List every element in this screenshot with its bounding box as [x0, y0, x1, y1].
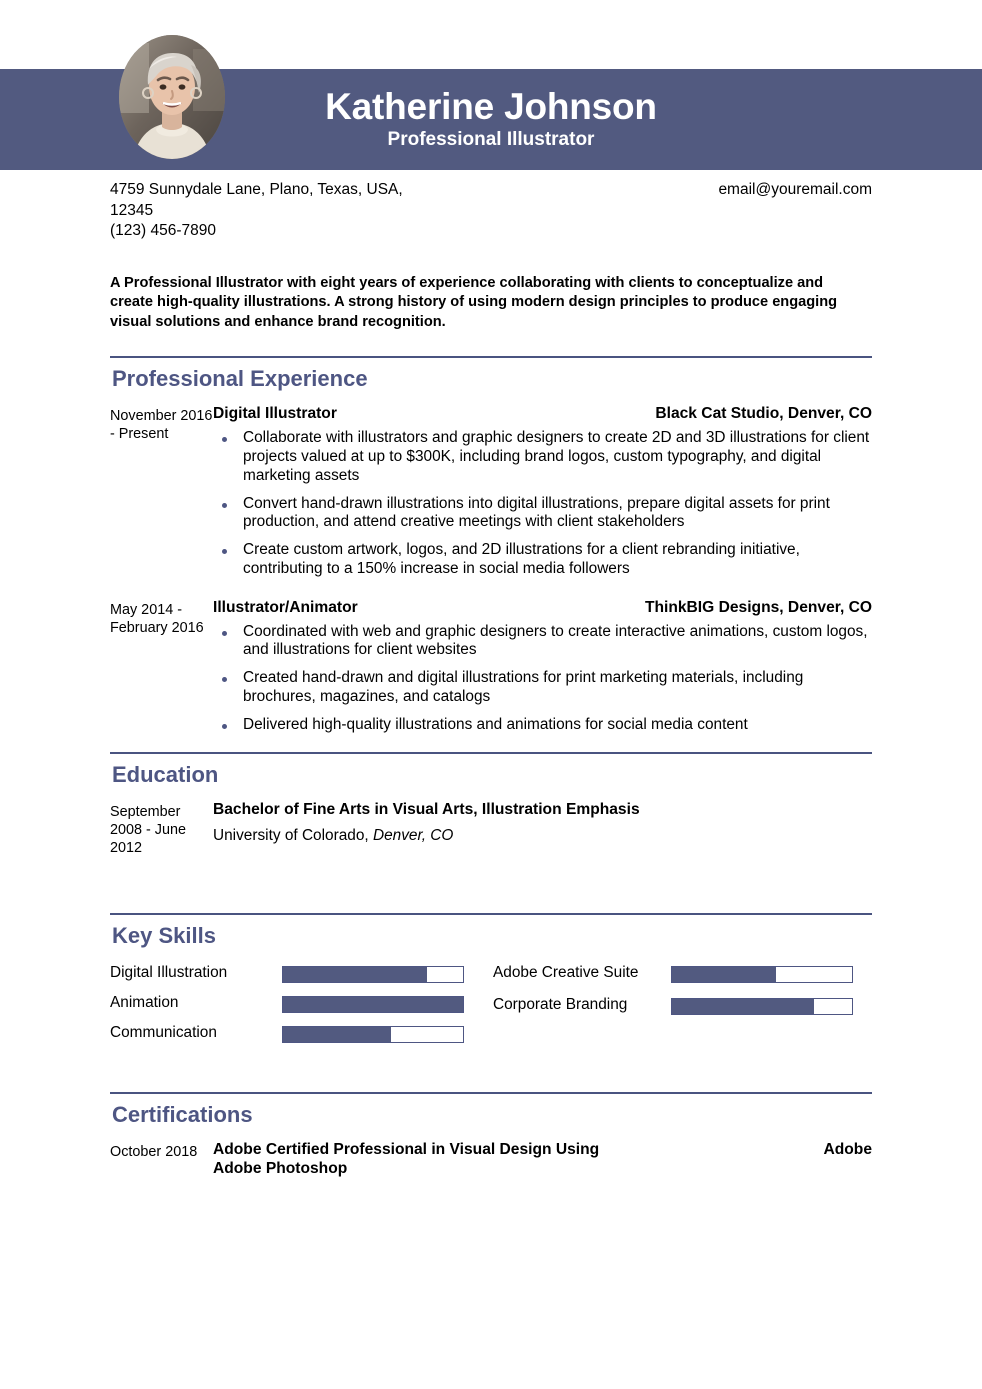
- header-job-title: Professional Illustrator: [387, 128, 595, 150]
- skill-label: Digital Illustration: [110, 964, 228, 982]
- experience-entry: [110, 405, 872, 578]
- skills-grid: [110, 964, 872, 1054]
- section-skills: [110, 913, 872, 1054]
- degree-title: Bachelor of Fine Arts in Visual Arts, Illustration Emphasis: [213, 801, 640, 819]
- skill-meter: [671, 998, 853, 1015]
- skill-meter-fill: [283, 1027, 391, 1042]
- certification-name: Adobe Certified Professional in Visual Design Using Adobe Photoshop: [213, 1141, 600, 1177]
- entry-date: October 2018: [110, 1144, 198, 1161]
- skill-meter: [282, 996, 464, 1013]
- list-item: Delivered high-quality illustrations and animations for social media content: [213, 716, 872, 735]
- section-title-education: Education: [112, 762, 219, 787]
- contact-email[interactable]: email@youremail.com: [718, 181, 872, 198]
- list-item: Create custom artwork, logos, and 2D illustrations for a client rebranding initiative, contributing to a 150% increase in social media followers: [213, 541, 872, 579]
- section-education: [110, 752, 872, 858]
- skill-label: Corporate Branding: [493, 996, 628, 1014]
- entry-heading: [213, 405, 872, 423]
- section-experience: [110, 356, 872, 735]
- school-name: University of Colorado,: [213, 826, 369, 844]
- skill-label: Animation: [110, 994, 179, 1012]
- section-divider: [110, 913, 872, 915]
- skill-meter: [282, 966, 464, 983]
- experience-entry: [110, 599, 872, 735]
- section-divider: [110, 752, 872, 754]
- entry-body: [213, 1141, 872, 1178]
- certification-issuer: Adobe: [823, 1141, 872, 1159]
- entry-date: May 2014 - February 2016: [110, 601, 204, 636]
- page-title: Katherine Johnson: [325, 86, 657, 128]
- skills-left-column: [110, 964, 491, 1054]
- entry-body: [213, 801, 872, 845]
- list-item: Created hand-drawn and digital illustrations for print marketing materials, including brochures, magazines, and catalogs: [213, 669, 872, 707]
- section-title-certifications: Certifications: [112, 1102, 253, 1127]
- certification-entry: [110, 1141, 872, 1178]
- entry-organization: ThinkBIG Designs, Denver, CO: [644, 598, 872, 616]
- entry-heading: [213, 599, 872, 617]
- section-divider: [110, 1092, 872, 1094]
- list-item: Collaborate with illustrators and graphic designers to create 2D and 3D illustrations for client projects valued at up to $300K, including brand logos, custom typography, and digital marketing assets: [213, 429, 872, 485]
- contact-phone: (123) 456-7890: [110, 222, 216, 240]
- skill-meter-fill: [672, 999, 814, 1014]
- school-location: Denver, CO: [368, 826, 454, 844]
- entry-organization: Black Cat Studio, Denver, CO: [655, 405, 872, 423]
- skill-row: [493, 964, 872, 983]
- avatar: [119, 35, 225, 159]
- entry-role: Illustrator/Animator: [213, 598, 358, 616]
- skill-row: [110, 1024, 491, 1043]
- certification-heading: [213, 1141, 872, 1178]
- section-title-experience: Professional Experience: [112, 366, 368, 391]
- skill-row: [493, 996, 872, 1015]
- skill-label: Communication: [110, 1024, 217, 1042]
- skill-meter-fill: [672, 967, 776, 982]
- entry-role: Digital Illustrator: [213, 405, 337, 423]
- skill-meter-fill: [283, 967, 427, 982]
- skill-meter: [671, 966, 853, 983]
- contact-left-column: [110, 180, 450, 242]
- entry-bullet-list: [213, 623, 872, 735]
- section-divider: [110, 356, 872, 358]
- school-line: [213, 827, 872, 845]
- education-entry: [110, 801, 872, 857]
- professional-summary: A Professional Illustrator with eight years of experience collaborating with clients to conceptualize and create high-quality illustrations. A strong history of using modern design principles to produce engaging visual solutions and enhance brand recognition.: [110, 275, 838, 330]
- entry-bullet-list: [213, 429, 872, 578]
- contact-address: 4759 Sunnydale Lane, Plano, Texas, USA, 12345: [110, 181, 403, 219]
- list-item: Convert hand-drawn illustrations into digital illustrations, prepare digital assets for print production, and attend creative meetings with client stakeholders: [213, 495, 872, 533]
- contact-right-column: [718, 180, 872, 201]
- entry-date: November 2016 - Present: [110, 408, 213, 443]
- skill-label: Adobe Creative Suite: [493, 964, 639, 982]
- list-item: Coordinated with web and graphic designers to create interactive animations, custom logos, and illustrations for client websites: [213, 623, 872, 661]
- skill-row: [110, 994, 491, 1013]
- entry-date: September 2008 - June 2012: [110, 804, 187, 857]
- section-title-skills: Key Skills: [112, 923, 216, 948]
- entry-body: [213, 405, 872, 578]
- skill-meter-fill: [283, 997, 463, 1012]
- entry-body: [213, 599, 872, 735]
- contact-block: [110, 180, 872, 242]
- section-certifications: [110, 1092, 872, 1179]
- skill-meter: [282, 1026, 464, 1043]
- skill-row: [110, 964, 491, 983]
- skills-right-column: [491, 964, 872, 1054]
